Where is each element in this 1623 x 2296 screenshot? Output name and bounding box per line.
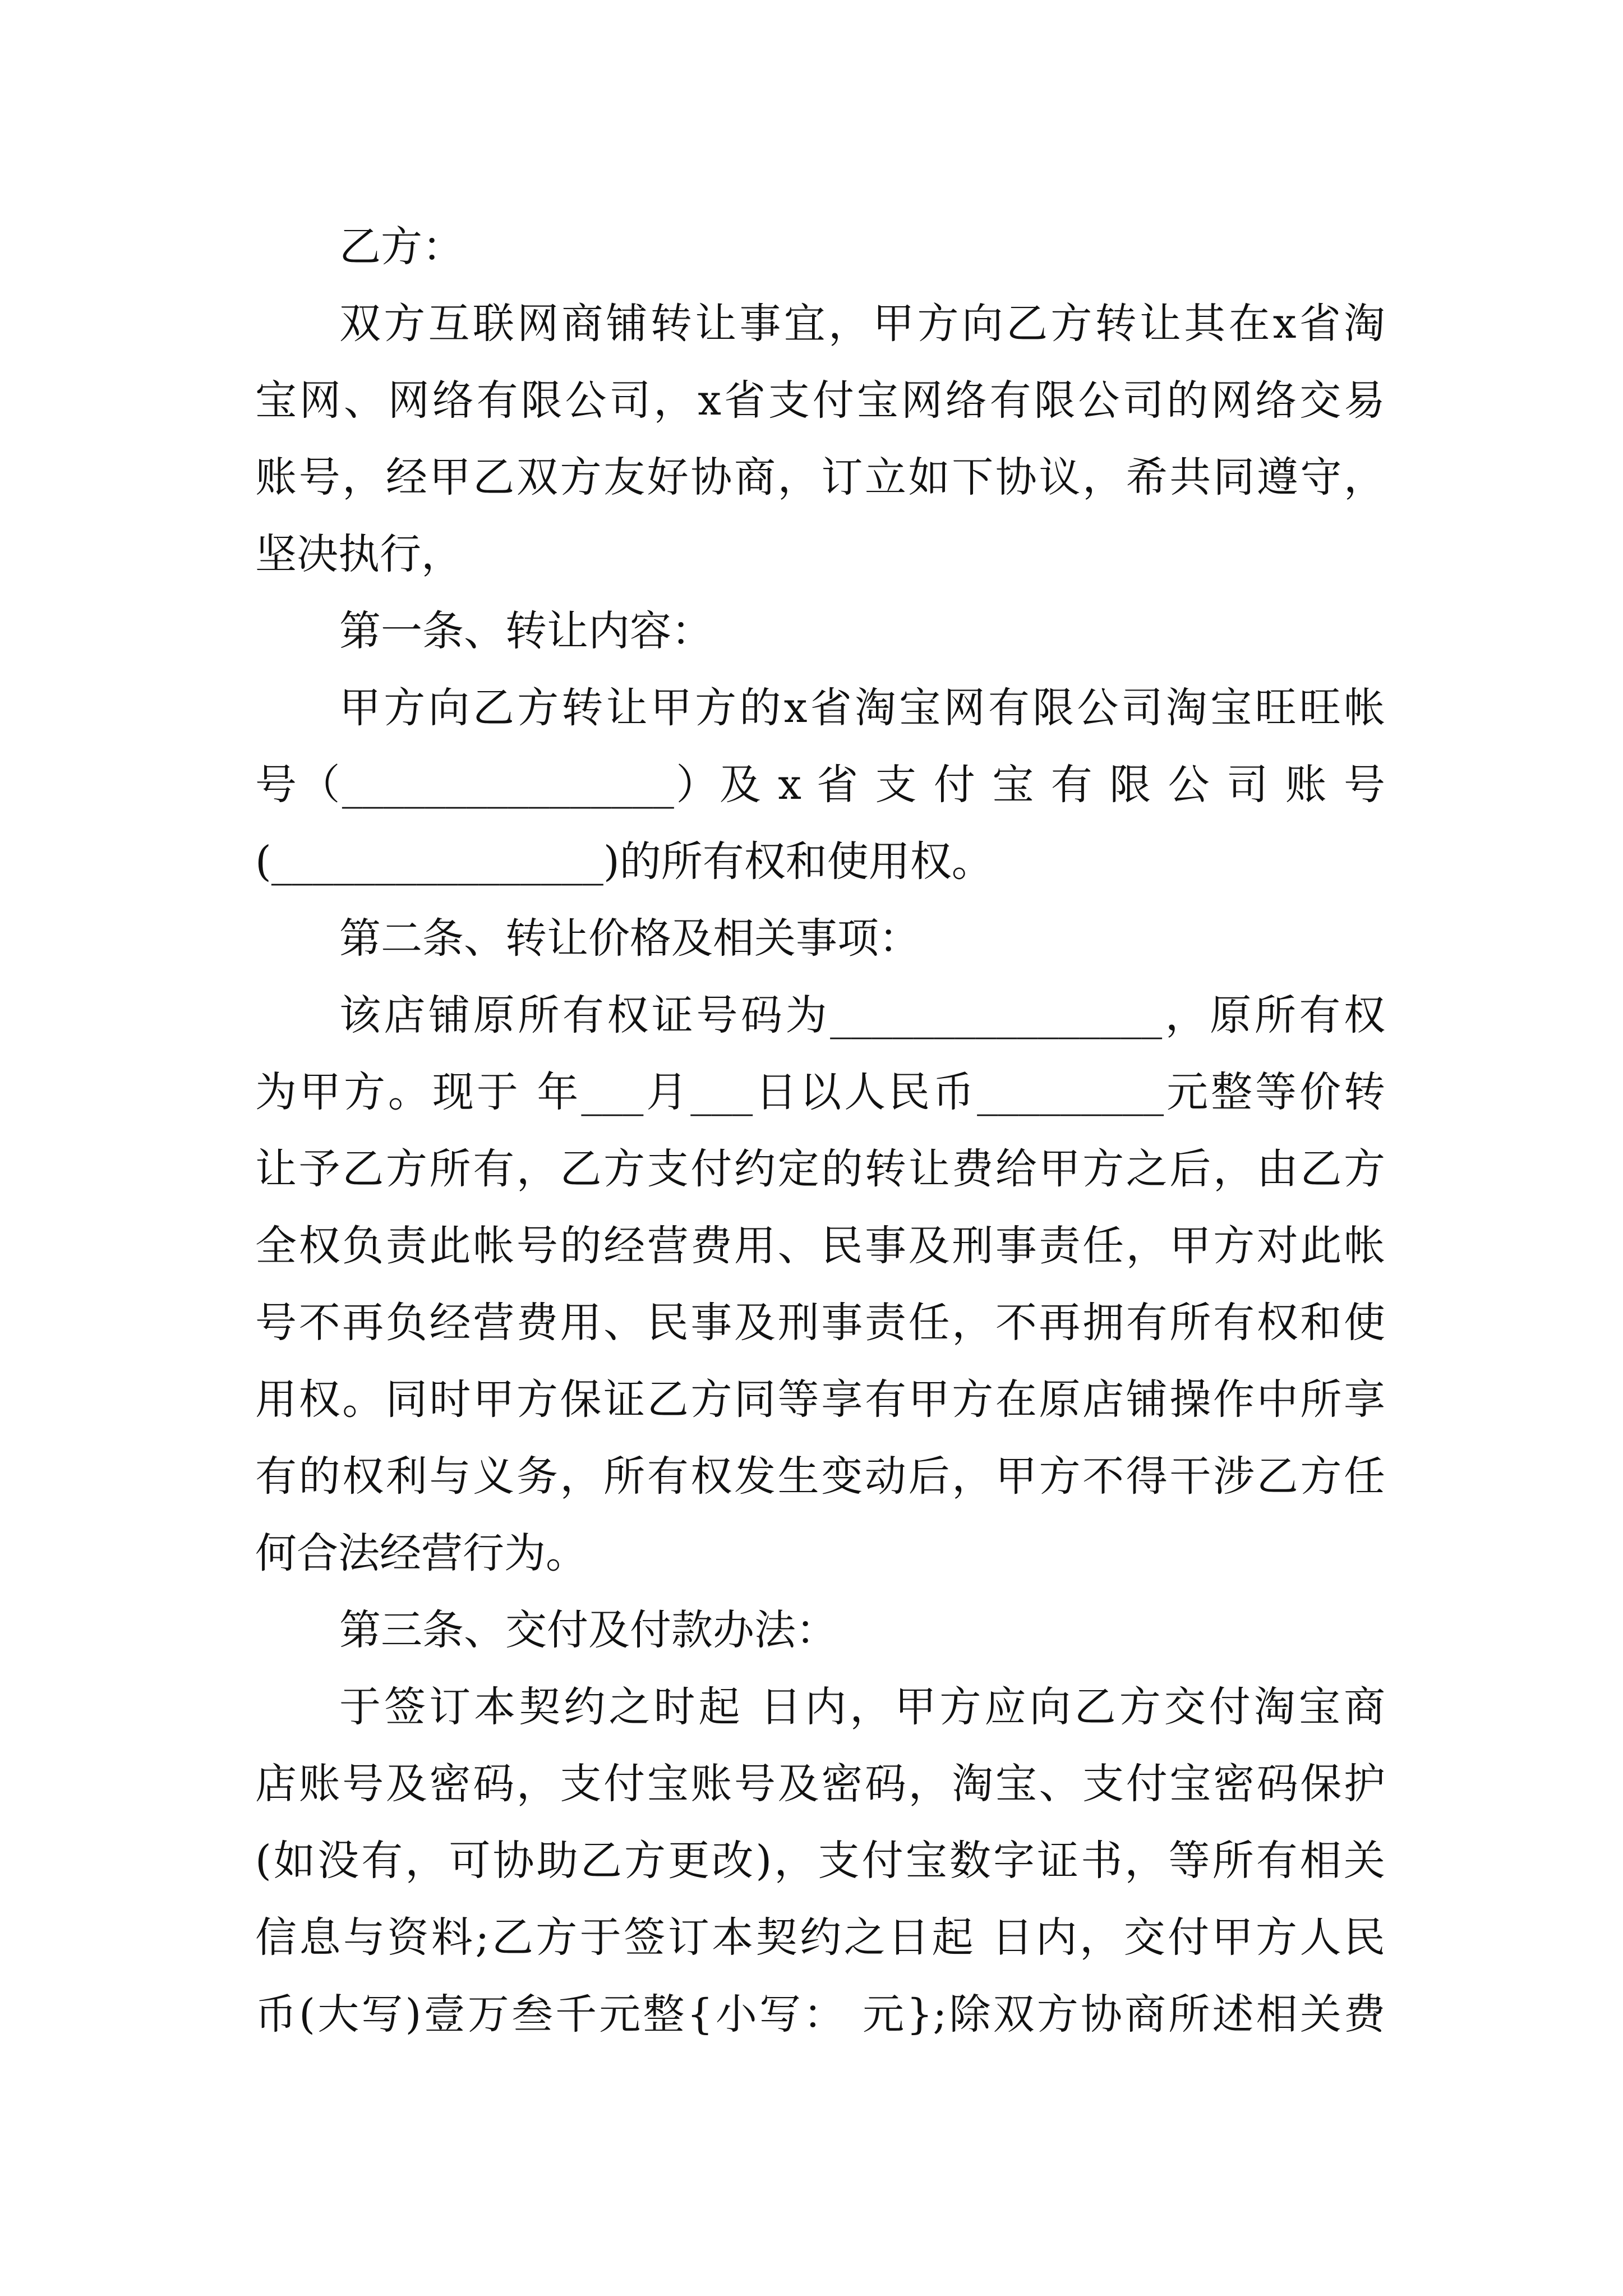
document-body bbox=[255, 209, 1385, 2053]
paragraph-line: 用权。同时甲方保证乙方同等享有甲方在原店铺操作中所享 bbox=[255, 1375, 1385, 1424]
paragraph-line: (________________)的所有权和使用权。 bbox=[255, 838, 993, 886]
article-2-heading: 第二条、转让价格及相关事项： bbox=[339, 914, 920, 963]
paragraph-line: 坚决执行， bbox=[255, 530, 463, 578]
article-1-heading: 第一条、转让内容： bbox=[339, 607, 713, 655]
article-3-heading: 第三条、交付及付款办法： bbox=[339, 1606, 837, 1654]
paragraph-line: 币(大写)壹万叁千元整{小写： 元};除双方协商所述相关费 bbox=[255, 1990, 1385, 2039]
paragraph-line: 为甲方。现于 年___月___日以人民币_________元整等价转 bbox=[255, 1068, 1385, 1116]
paragraph-line: 全权负责此帐号的经营费用、民事及刑事责任，甲方对此帐 bbox=[255, 1222, 1385, 1270]
paragraph-line: 账号，经甲乙双方友好协商，订立如下协议，希共同遵守， bbox=[255, 453, 1385, 501]
party-b-label: 乙方： bbox=[339, 223, 464, 271]
paragraph-line: 有的权利与义务，所有权发生变动后，甲方不得干涉乙方任 bbox=[255, 1452, 1385, 1501]
paragraph-line: 何合法经营行为。 bbox=[255, 1529, 587, 1577]
paragraph-line: 该店铺原所有权证号码为________________，原所有权 bbox=[339, 991, 1385, 1039]
paragraph-line: 双方互联网商铺转让事宜，甲方向乙方转让其在x省淘 bbox=[339, 300, 1385, 348]
paragraph-line: 店账号及密码，支付宝账号及密码，淘宝、支付宝密码保护 bbox=[255, 1760, 1385, 1808]
paragraph-line: (如没有，可协助乙方更改)，支付宝数字证书，等所有相关 bbox=[255, 1837, 1385, 1885]
paragraph-line: 号不再负经营费用、民事及刑事责任，不再拥有所有权和使 bbox=[255, 1299, 1385, 1347]
paragraph-line: 号（________________）及 x 省 支 付 宝 有 限 公 司 账 号 bbox=[255, 761, 1385, 809]
paragraph-line: 让予乙方所有，乙方支付约定的转让费给甲方之后，由乙方 bbox=[255, 1145, 1385, 1193]
paragraph-line: 甲方向乙方转让甲方的x省淘宝网有限公司淘宝旺旺帐 bbox=[339, 684, 1385, 732]
paragraph-line: 宝网、网络有限公司，x省支付宝网络有限公司的网络交易 bbox=[255, 376, 1385, 425]
paragraph-line: 于签订本契约之时起 日内，甲方应向乙方交付淘宝商 bbox=[339, 1683, 1385, 1731]
paragraph-line: 信息与资料;乙方于签订本契约之日起 日内，交付甲方人民 bbox=[255, 1913, 1385, 1962]
